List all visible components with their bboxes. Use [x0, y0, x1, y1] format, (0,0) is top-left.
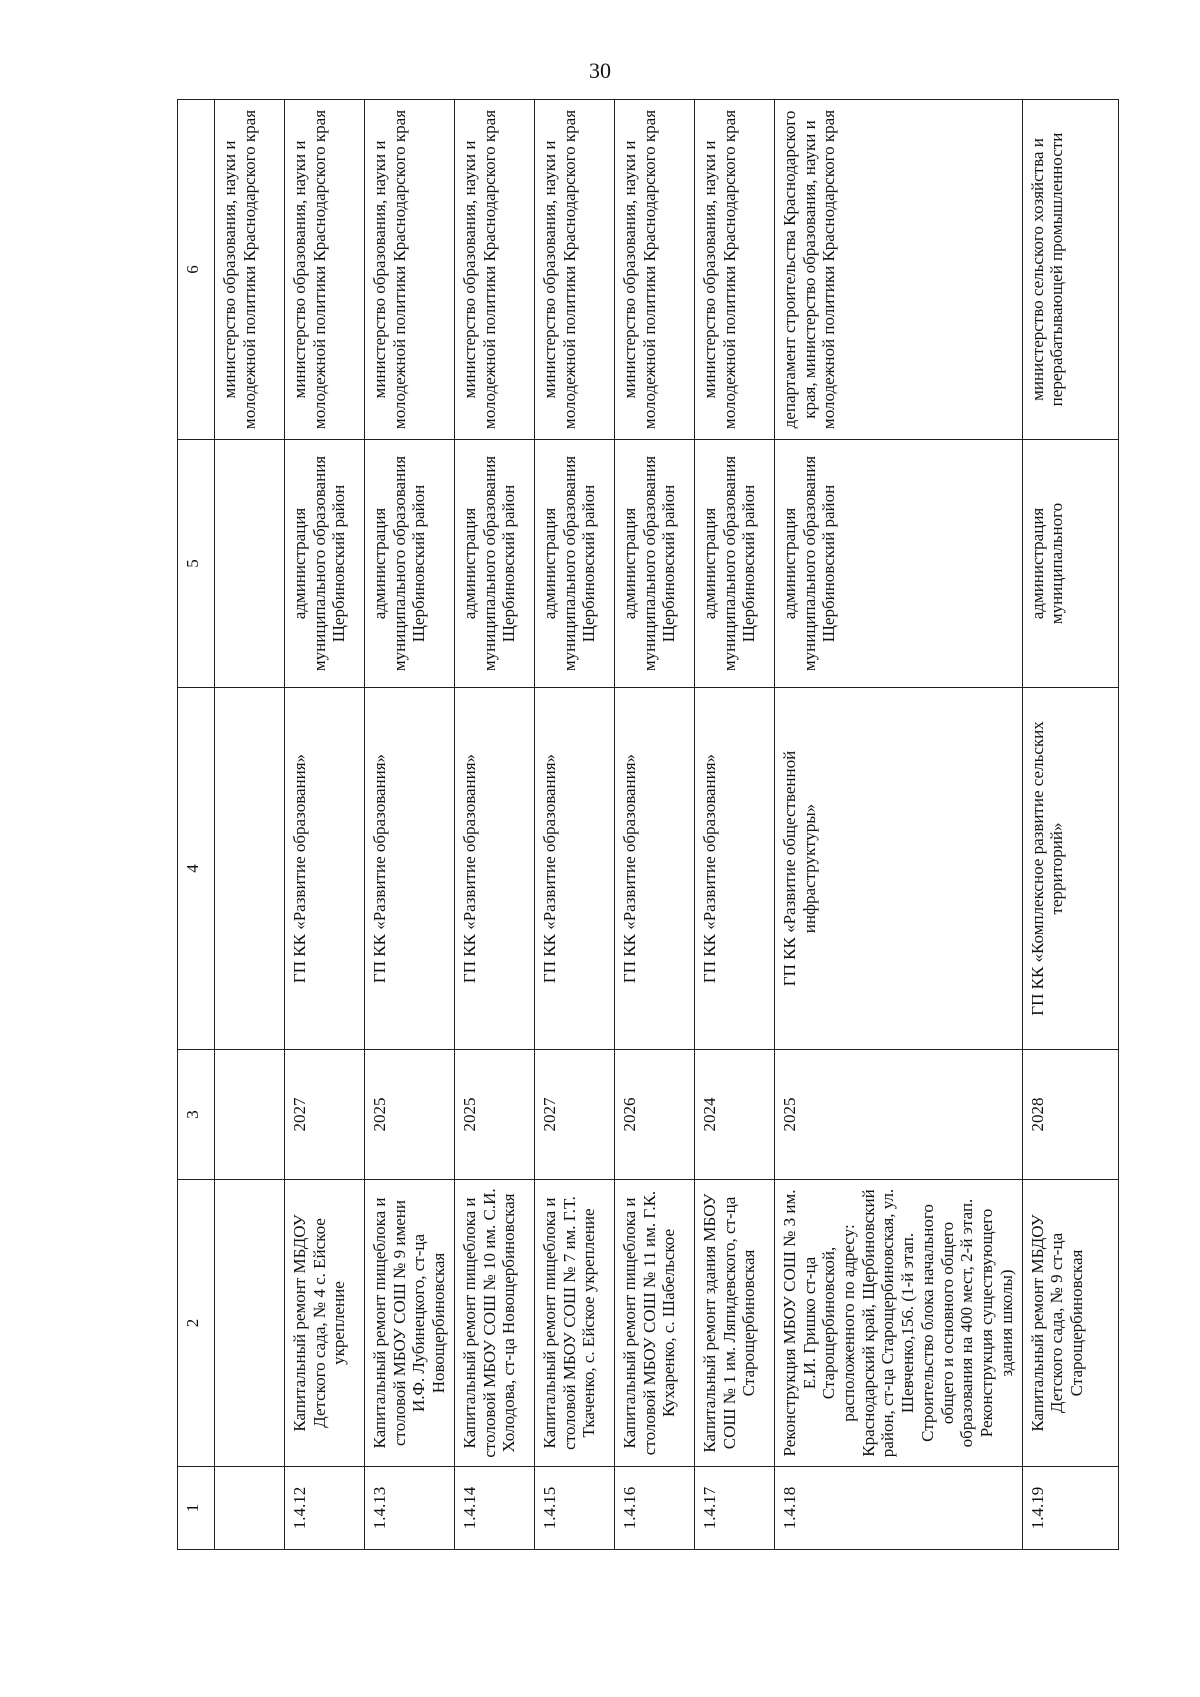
- year: 2025: [365, 1050, 455, 1180]
- row-number: 1.4.17: [694, 1467, 774, 1550]
- object-name: Реконструкция МБОУ СОШ № 3 им. Е.И. Гришко ст-ца Старощербиновской, расположенного по адресу: Краснодарский край, Щербиновский район, ст-ца Старощербиновская, ул. Шевченко,156. (1-й этап. Строительство блока начального общего и основного общего образования на 400 мест, 2-й этап. Реконструкция существующего здания школы): [774, 1180, 1022, 1467]
- table-row: [774, 100, 1022, 1550]
- executor: администрация муниципального образования Щербиновский район: [285, 440, 365, 688]
- program: ГП КК «Развитие образования»: [614, 688, 694, 1050]
- program: ГП КК «Комплексное развитие сельских территорий»: [1022, 688, 1118, 1050]
- executor: администрация муниципального образования Щербиновский район: [454, 440, 534, 688]
- year: 2024: [694, 1050, 774, 1180]
- header-cell: 4: [178, 688, 215, 1050]
- header-row: [178, 100, 215, 1550]
- table-row: [365, 100, 455, 1550]
- table-row: [694, 100, 774, 1550]
- year: 2025: [454, 1050, 534, 1180]
- program: ГП КК «Развитие образования»: [454, 688, 534, 1050]
- blank-cell: [215, 1050, 285, 1180]
- executor: администрация муниципального образования Щербиновский район: [614, 440, 694, 688]
- year: 2025: [774, 1050, 1022, 1180]
- row-number: 1.4.12: [285, 1467, 365, 1550]
- year: 2026: [614, 1050, 694, 1180]
- table-row: [1022, 100, 1118, 1550]
- coordinator: департамент строительства Краснодарского края, министерство образования, науки и молодежной политики Краснодарского края: [774, 100, 1022, 440]
- object-name: Капитальный ремонт пищеблока и столовой МБОУ СОШ № 9 имени И.Ф. Лубинецкого, ст-ца Новощербиновская: [365, 1180, 455, 1467]
- continuation-row: [215, 100, 285, 1550]
- row-number: 1.4.16: [614, 1467, 694, 1550]
- object-name: Капитальный ремонт пищеблока и столовой МБОУ СОШ № 11 им. Г.К. Кухаренко, с. Шабельское: [614, 1180, 694, 1467]
- coordinator: министерство образования, науки и молодежной политики Краснодарского края: [454, 100, 534, 440]
- year: 2027: [534, 1050, 614, 1180]
- program: ГП КК «Развитие образования»: [534, 688, 614, 1050]
- object-name: Капитальный ремонт МБДОУ Детского сада, № 9 ст-ца Старощербиновская: [1022, 1180, 1118, 1467]
- row-number: 1.4.14: [454, 1467, 534, 1550]
- table-row: [614, 100, 694, 1550]
- blank-cell: [215, 688, 285, 1050]
- row-number: 1.4.19: [1022, 1467, 1118, 1550]
- blank-cell: [215, 440, 285, 688]
- coordinator: министерство образования, науки и молодежной политики Краснодарского края: [614, 100, 694, 440]
- object-name: Капитальный ремонт здания МБОУ СОШ № 1 им. Ляпидевского, ст-ца Старощербиновская: [694, 1180, 774, 1467]
- executor: администрация муниципального: [1022, 440, 1118, 688]
- executor: администрация муниципального образования Щербиновский район: [365, 440, 455, 688]
- blank-cell: [215, 1467, 285, 1550]
- object-name: Капитальный ремонт пищеблока и столовой МБОУ СОШ № 7 им. Г.Т. Ткаченко, с. Ейское укрепление: [534, 1180, 614, 1467]
- coordinator: министерство образования, науки и молодежной политики Краснодарского края: [534, 100, 614, 440]
- year: 2027: [285, 1050, 365, 1180]
- coordinator: министерство образования, науки и молодежной политики Краснодарского края: [694, 100, 774, 440]
- executor: администрация муниципального образования Щербиновский район: [534, 440, 614, 688]
- year: 2028: [1022, 1050, 1118, 1180]
- row-number: 1.4.18: [774, 1467, 1022, 1550]
- header-cell: 3: [178, 1050, 215, 1180]
- executor: администрация муниципального образования Щербиновский район: [774, 440, 1022, 688]
- program: ГП КК «Развитие образования»: [365, 688, 455, 1050]
- objects-table: [177, 99, 1119, 1550]
- rotated-table-container: [177, 100, 1092, 1550]
- executor: администрация муниципального образования Щербиновский район: [694, 440, 774, 688]
- page-number: 30: [589, 58, 611, 83]
- table-row: [454, 100, 534, 1550]
- coordinator-cell: министерство образования, науки и молодежной политики Краснодарского края: [215, 100, 285, 440]
- row-number: 1.4.13: [365, 1467, 455, 1550]
- program: ГП КК «Развитие общественной инфраструктуры»: [774, 688, 1022, 1050]
- program: ГП КК «Развитие образования»: [285, 688, 365, 1050]
- row-number: 1.4.15: [534, 1467, 614, 1550]
- header-cell: 5: [178, 440, 215, 688]
- object-name: Капитальный ремонт пищеблока и столовой МБОУ СОШ № 10 им. С.И. Холодова, ст-ца Новощербиновская: [454, 1180, 534, 1467]
- header-cell: 2: [178, 1180, 215, 1467]
- table-row: [285, 100, 365, 1550]
- coordinator: министерство образования, науки и молодежной политики Краснодарского края: [365, 100, 455, 440]
- coordinator: министерство образования, науки и молодежной политики Краснодарского края: [285, 100, 365, 440]
- coordinator: министерство сельского хозяйства и перерабатывающей промышленности: [1022, 100, 1118, 440]
- header-cell: 1: [178, 1467, 215, 1550]
- program: ГП КК «Развитие образования»: [694, 688, 774, 1050]
- blank-cell: [215, 1180, 285, 1467]
- header-cell: 6: [178, 100, 215, 440]
- table-row: [534, 100, 614, 1550]
- object-name: Капитальный ремонт МБДОУ Детского сада, № 4 с. Ейское укрепление: [285, 1180, 365, 1467]
